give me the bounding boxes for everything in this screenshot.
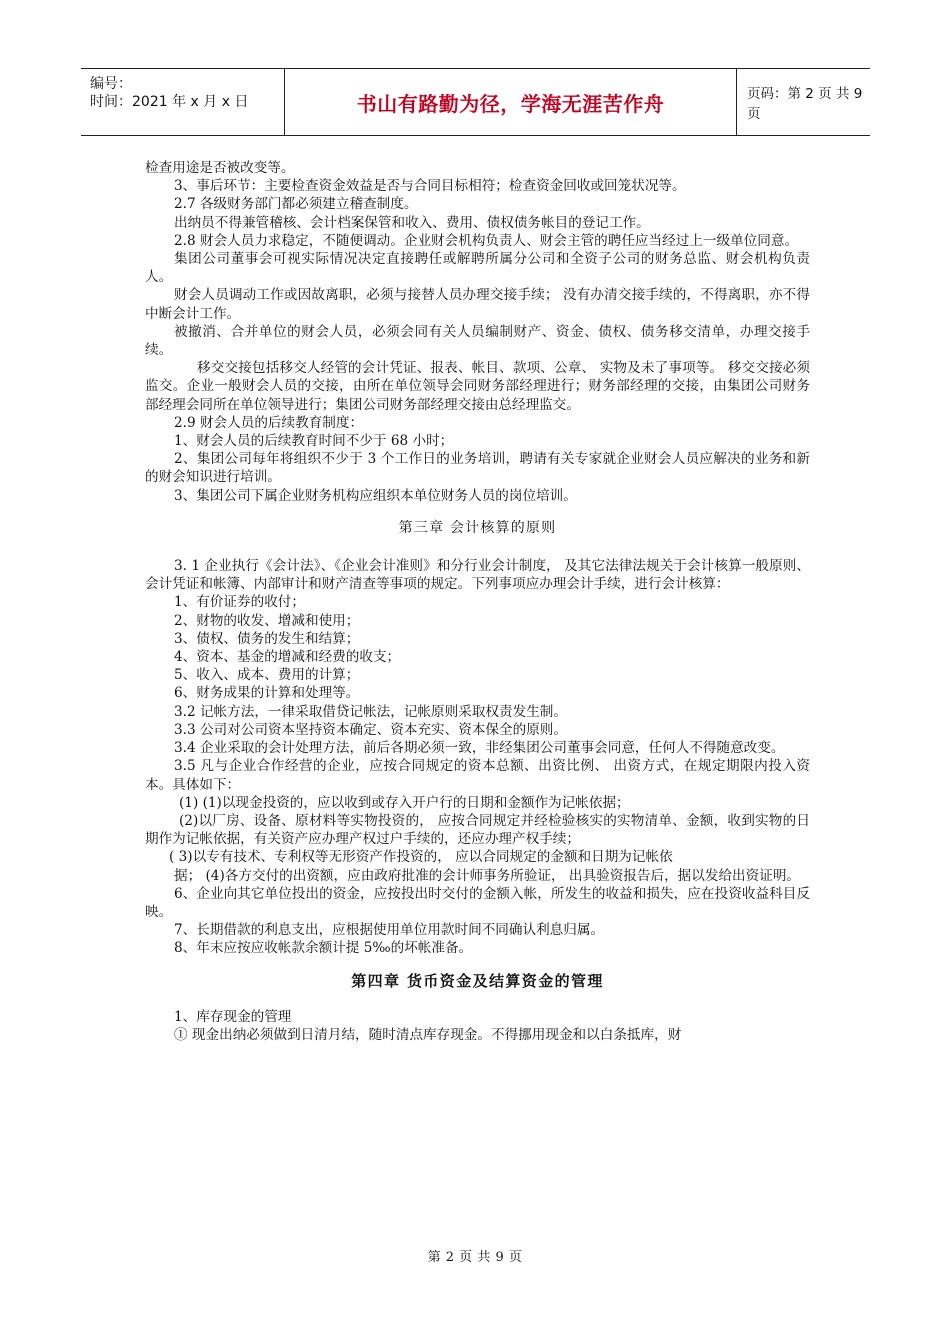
paragraph: 2.7 各级财务部门都必须建立稽查制度。 xyxy=(174,196,418,213)
paragraph: 8、年末应按应收帐款余额计提 5‰的坏帐准备。 xyxy=(174,940,473,957)
paragraph: 2.9 财会人员的后续教育制度： xyxy=(174,414,364,431)
page-footer: 第 2 页 共 9 页 xyxy=(427,1250,523,1265)
sub-item: 据； (4)各方交付的出资额，应由政府批准的会计师事务所验证， 出具验资报告后，据以发给出资证明。 xyxy=(174,867,801,884)
page-header xyxy=(81,68,870,136)
chapter-heading: 第三章 会计核算的原则 xyxy=(398,519,557,536)
paragraph: 2.8 财会人员力求稳定，不随便调动。企业财会机构负责人、财会主管的聘任应当经过上一级单位同意。 xyxy=(174,232,799,249)
chapter-heading: 第四章 货币资金及结算资金的管理 xyxy=(351,971,604,990)
header-page-cell xyxy=(737,69,870,135)
paragraph: 6、企业向其它单位投出的资金，应按投出时交付的金额入帐，所发生的收益和损失，应在投资收益科目反映。 xyxy=(145,885,810,920)
paragraph: 出纳员不得兼管稽核、会计档案保管和收入、费用、债权债务帐目的登记工作。 xyxy=(174,214,650,231)
paragraph: ① 现金出纳必须做到日清月结，随时清点库存现金。不得挪用现金和以白条抵库，财 xyxy=(174,1026,682,1043)
sub-item: (2)以厂房、设备、原材料等实物投资的， 应按合同规定并经检验核实的实物清单、金额，收到实物的日期作为记帐依据，有关资产应办理产权过户手续的，还应办理产权手续； xyxy=(145,812,810,848)
paragraph: 1、库存现金的管理 xyxy=(174,1008,292,1025)
paragraph: 3. 1 企业执行《会计法》、《企业会计准则》和分行业会计制度， 及其它法律法规关于会计核算一般原则、会计凭证和帐簿、内部审计和财产清查等事项的规定。下列事项应办理会计手续，进行会计核算： xyxy=(145,558,810,593)
list-item: 4、资本、基金的增减和经费的收支； xyxy=(174,649,401,666)
header-motto: 书山有路勤为径，学海无涯苦作舟 xyxy=(356,91,665,116)
document-body xyxy=(145,159,810,1044)
header-page-info: 页码：第 2 页 共 9 页 xyxy=(747,86,863,122)
paragraph: 3、事后环节：主要检查资金效益是否与合同目标相符；检查资金回收或回笼状况等。 xyxy=(174,178,686,195)
header-meta-cell xyxy=(81,69,285,135)
list-item: 1、有价证券的收付； xyxy=(174,594,305,611)
sub-item: (1) (1)以现金投资的，应以收到或存入开户行的日期和金额作为记帐依据； xyxy=(179,794,630,811)
paragraph: 3.5 凡与企业合作经营的企业，应按合同规定的资本总额、出资比例、 出资方式，在规定期限内投入资本。具体如下： xyxy=(145,758,810,793)
paragraph: 财会人员调动工作或因故离职，必须与接替人员办理交接手续； 没有办清交接手续的，不得离职，亦不得中断会计工作。 xyxy=(145,287,810,322)
document-number-label: 编号： xyxy=(90,76,132,92)
list-item: 3、集团公司下属企业财务机构应组织本单位财务人员的岗位培训。 xyxy=(174,487,577,504)
list-item: 2、集团公司每年将组织不少于 3 个工作日的业务培训，聘请有关专家就企业财会人员应解决的业务和新的财会知识进行培训。 xyxy=(145,451,810,486)
sub-item: ( 3)以专有技术、专利权等无形资产作投资的， 应以合同规定的金额和日期为记帐依 xyxy=(169,849,673,866)
list-item: 2、财物的收发、增减和使用； xyxy=(174,612,360,629)
list-item: 6、财务成果的计算和处理等。 xyxy=(174,685,360,702)
paragraph: 集团公司董事会可视实际情况决定直接聘任或解聘所属分公司和全资子公司的财务总监、财会机构负责人。 xyxy=(145,251,810,286)
paragraph: 3.4 企业采取的会计处理方法，前后各期必须一致，非经集团公司董事会同意，任何人不得随意改变。 xyxy=(174,740,785,757)
paragraph: 检查用途是否被改变等。 xyxy=(145,160,295,176)
paragraph: 7、长期借款的利息支出，应根据使用单位用款时间不同确认利息归属。 xyxy=(174,922,605,939)
document-time-label: 时间：2021 年 x 月 x 日 xyxy=(90,94,249,110)
list-item: 1、财会人员的后续教育时间不少于 68 小时； xyxy=(174,433,454,450)
paragraph: 被撤消、合并单位的财会人员，必须会同有关人员编制财产、资金、债权、债务移交清单，办理交接手续。 xyxy=(145,323,810,359)
paragraph: 3.2 记帐方法，一律采取借贷记帐法，记帐原则采取权责发生制。 xyxy=(174,703,567,720)
header-motto-cell xyxy=(285,69,737,135)
paragraph: 3.3 公司对公司资本坚持资本确定、资本充实、资本保全的原则。 xyxy=(174,721,567,738)
list-item: 5、收入、成本、费用的计算； xyxy=(174,667,360,684)
paragraph: 移交交接包括移交人经管的会计凭证、报表、帐目、款项、公章、 实物及未了事项等。 移交交接必须监交。企业一般财会人员的交接，由所在单位领导会同财务部经理进行；财务部经理的交接，由集团公司财务部经理会同所在单位领导进行；集团公司财务部经理交接由总经理监交。 xyxy=(145,360,810,413)
list-item: 3、债权、债务的发生和结算； xyxy=(174,630,360,647)
